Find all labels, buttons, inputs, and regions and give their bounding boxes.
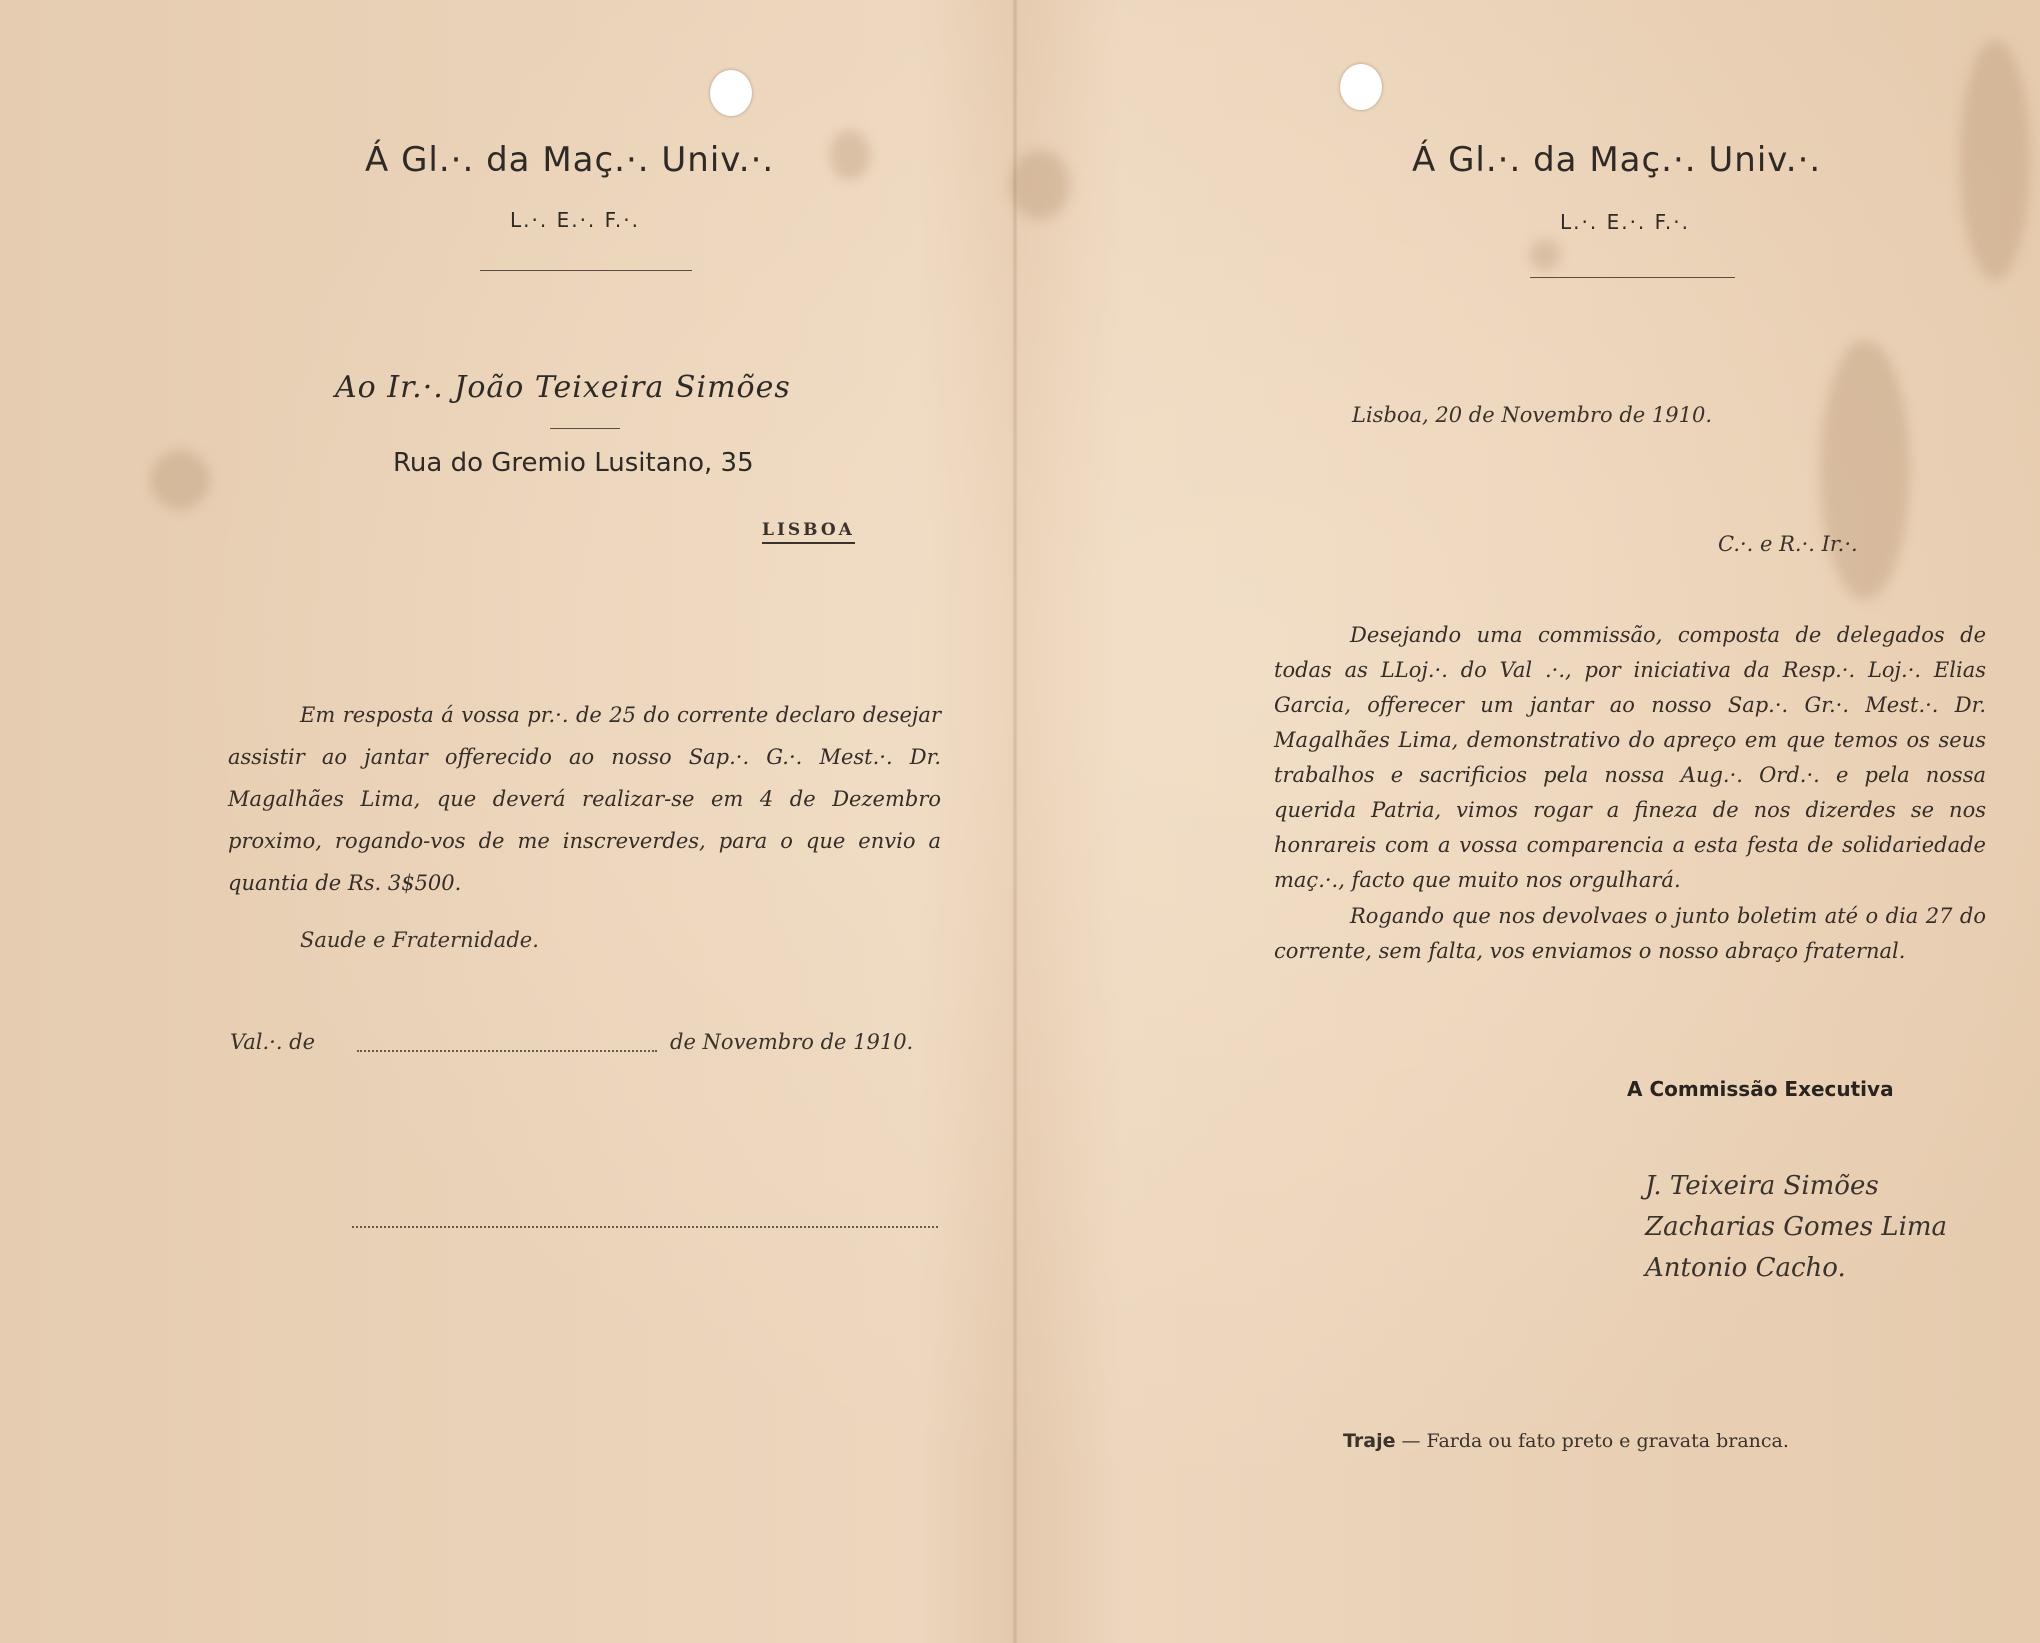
reply-body: Em resposta á vossa pr.·. de 25 do corrente declaro desejar assistir ao jantar offerecido ao nosso Sap.·. G.·. Mest.·. Dr. Magalhães Lima, que deverá realizar-se em 4 de Dezembro proximo, rogando-vos de me inscreverdes, para o que envio a quantia de Rs. 3$500.	[228, 703, 941, 895]
stain	[1820, 340, 1910, 600]
right-subheading: L.·. E.·. F.·.	[1560, 210, 1691, 234]
letter-paragraph-2: Rogando que nos devolvaes o junto boletim até o dia 27 do corrente, sem falta, vos enviamos o nosso abraço fraternal.	[1274, 904, 1986, 963]
signatory: Zacharias Gomes Lima	[1645, 1212, 1948, 1242]
left-heading: Á Gl.·. da Maç.·. Univ.·.	[365, 140, 775, 180]
dress-text: — Farda ou fato preto e gravata branca.	[1401, 1430, 1789, 1452]
dress-code	[1343, 1430, 1789, 1452]
committee-title: A Commissão Executiva	[1627, 1077, 1894, 1101]
left-subheading: L.·. E.·. F.·.	[510, 208, 641, 232]
page-fold	[1012, 0, 1018, 1643]
stain	[1530, 240, 1560, 270]
reply-greeting: Saude e Fraternidade.	[300, 928, 539, 952]
stain	[830, 130, 870, 180]
stain	[1010, 150, 1070, 220]
stain	[1960, 40, 2030, 280]
valley-blank-line[interactable]	[357, 1050, 657, 1052]
letter-paragraph-1: Desejando uma commissão, composta de delegados de todas as LLoj.·. do Val .·., por iniciativa da Resp.·. Loj.·. Elias Garcia, offerecer um jantar ao nosso Sap.·. Gr.·. Mest.·. Dr. Magalhães Lima, demonstrativo do apreço em que temos os seus trabalhos e sacrificios pela nossa Aug.·. Ord.·. e pela nossa querida Patria, vimos rogar a fineza de nos dizerdes se nos honrareis com a vossa comparencia a esta festa de solidariedade maç.·., facto que muito nos orgulhará.	[1274, 623, 1986, 892]
left-divider	[480, 270, 692, 271]
addressee-city: LISBOA	[762, 520, 855, 544]
right-divider	[1530, 277, 1735, 278]
punch-hole	[1340, 64, 1382, 110]
addressee-street: Rua do Gremio Lusitano, 35	[393, 448, 754, 478]
signatory: J. Teixeira Simões	[1645, 1171, 1879, 1201]
letter-date: Lisboa, 20 de Novembro de 1910.	[1352, 403, 1713, 427]
date-prefix: Val.·. de	[230, 1030, 316, 1054]
letter-salutation: C.·. e R.·. Ir.·.	[1718, 532, 1858, 556]
signatory: Antonio Cacho.	[1645, 1253, 1846, 1283]
date-suffix: de Novembro de 1910.	[670, 1030, 914, 1054]
punch-hole	[710, 70, 752, 116]
addressee-divider	[550, 428, 620, 429]
signature-blank-line[interactable]	[352, 1226, 938, 1228]
signatory-list	[1645, 1166, 1947, 1289]
addressee-name: Ao Ir.·. João Teixeira Simões	[335, 370, 791, 405]
right-heading: Á Gl.·. da Maç.·. Univ.·.	[1412, 140, 1822, 180]
stain	[150, 450, 210, 510]
dress-label: Traje	[1343, 1430, 1396, 1452]
